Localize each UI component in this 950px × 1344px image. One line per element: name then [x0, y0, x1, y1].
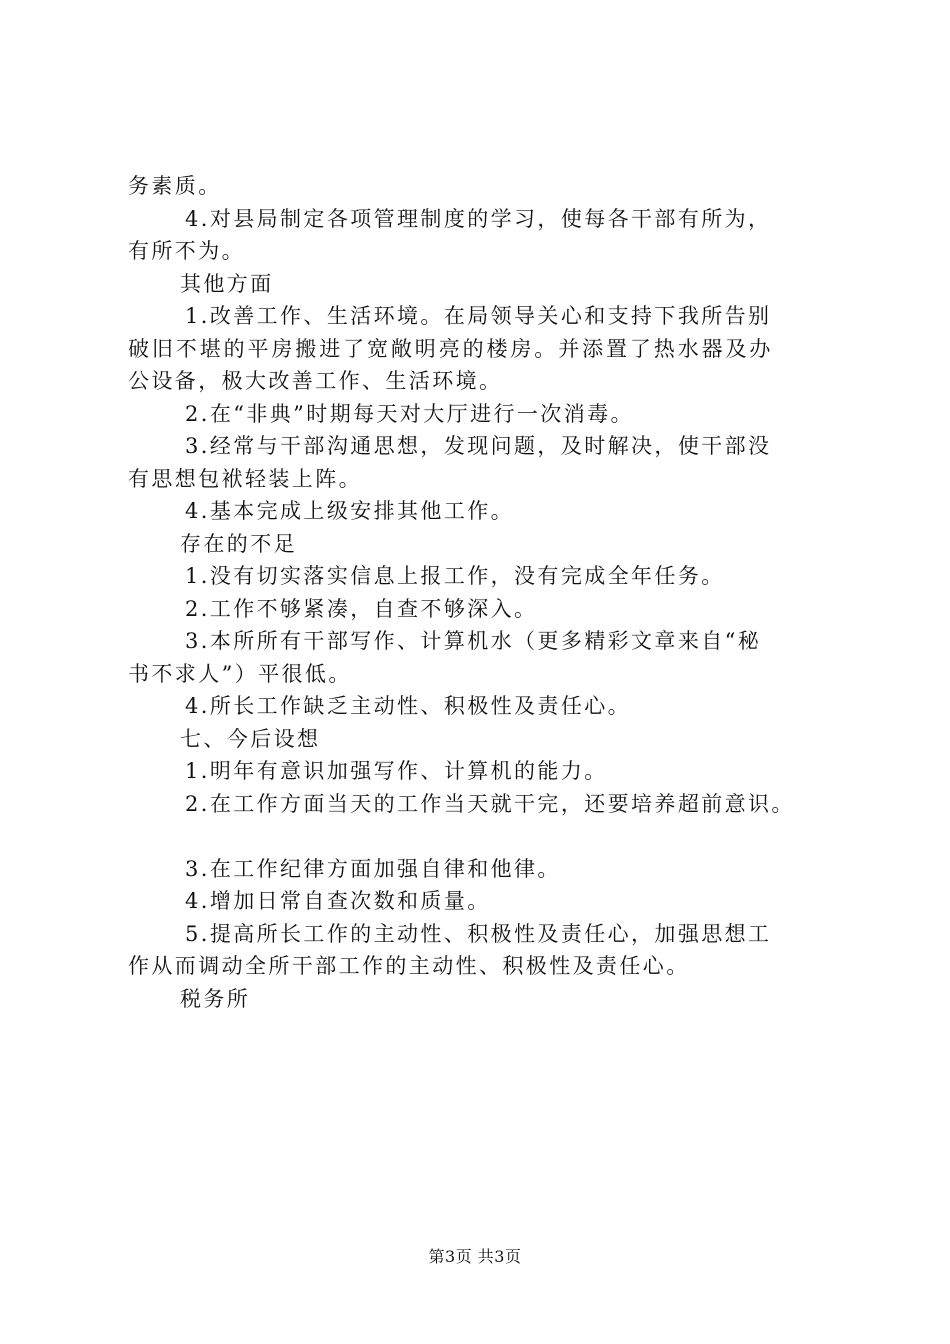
document-line: 4.所长工作缺乏主动性、积极性及责任心。 — [185, 694, 632, 718]
document-body — [128, 170, 840, 1015]
document-line: 其他方面 — [180, 271, 274, 296]
document-line: 4.对县局制定各项管理制度的学习，使每各干部有所为， — [185, 206, 772, 231]
document-line: 有所不为。 — [128, 239, 245, 263]
document-line: 5.提高所长工作的主动性、积极性及责任心，加强思想工 — [185, 921, 772, 946]
document-line: 3.本所所有干部写作、计算机水（更多精彩文章来自“秘 — [185, 629, 762, 653]
page-footer: 第3页 共3页 — [428, 1247, 522, 1266]
document-line: 4.基本完成上级安排其他工作。 — [185, 499, 515, 523]
document-line: 务素质。 — [128, 174, 222, 198]
document-line: 书不求人”）平很低。 — [128, 661, 352, 686]
document-line: 3.经常与干部沟通思想，发现问题，及时解决，使干部没 — [185, 434, 772, 458]
document-line: 1.改善工作、生活环境。在局领导关心和支持下我所告别 — [185, 304, 772, 328]
document-line: 1.没有切实落实信息上报工作，没有完成全年任务。 — [185, 564, 725, 588]
document-line: 破旧不堪的平房搬进了宽敞明亮的楼房。并添置了热水器及办 — [128, 336, 774, 361]
document-line: 有思想包袱轻装上阵。 — [128, 466, 362, 491]
document-line: 1.明年有意识加强写作、计算机的能力。 — [185, 759, 608, 783]
blank-line — [128, 820, 840, 853]
document-line: 3.在工作纪律方面加强自律和他律。 — [185, 856, 561, 881]
document-line: 公设备，极大改善工作、生活环境。 — [128, 369, 503, 393]
document-line: 2.在工作方面当天的工作当天就干完，还要培养超前意识。 — [185, 791, 795, 816]
document-line: 存在的不足 — [180, 531, 297, 556]
document-line: 2.在“非典”时期每天对大厅进行一次消毒。 — [185, 401, 634, 426]
document-line: 七、今后设想 — [180, 726, 321, 751]
document-line: 4.增加日常自查次数和质量。 — [185, 889, 491, 913]
document-line: 税务所 — [180, 986, 251, 1011]
document-line: 2.工作不够紧凑，自查不够深入。 — [185, 596, 538, 621]
document-line: 作从而调动全所干部工作的主动性、积极性及责任心。 — [128, 954, 690, 978]
